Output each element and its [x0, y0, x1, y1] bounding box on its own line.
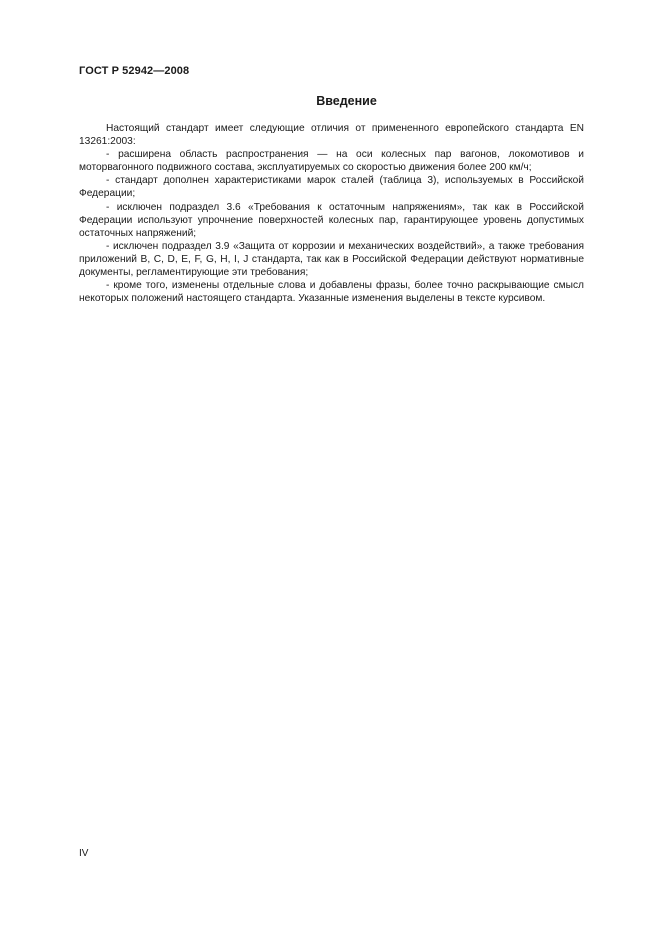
list-item: - расширена область распространения — на оси колесных пар вагонов, локомотивов и моторвагонного подвижного состава, эксплуатируемых со скоростью движения более 200 км/ч; — [79, 149, 584, 174]
list-item: - исключен подраздел 3.9 «Защита от коррозии и механических воздействий», а также требования приложений B, C, D, E, F, G, H, I, J стандарта, так как в Российской Федерации действуют нормативные документы, регламентирующие эти требования; — [79, 240, 584, 279]
intro-paragraph: Настоящий стандарт имеет следующие отличия от примененного европейского стандарта EN 13261:2003: — [79, 123, 584, 148]
section-title: Введение — [316, 94, 377, 108]
document-body — [79, 122, 584, 305]
document-header: ГОСТ Р 52942—2008 — [79, 65, 190, 77]
list-item: - исключен подраздел 3.6 «Требования к остаточным напряжениям», так как в Российской Федерации используют упрочнение поверхностей колесных пар, гарантирующее уровень допустимых остаточных напряжений; — [79, 201, 584, 239]
page-number: IV — [79, 848, 89, 859]
list-item: - кроме того, изменены отдельные слова и добавлены фразы, более точно раскрывающие смысл некоторых положений настоящего стандарта. Указанные изменения выделены в тексте курсивом. — [79, 280, 584, 305]
list-item: - стандарт дополнен характеристиками марок сталей (таблица 3), используемых в Российской Федерации; — [79, 175, 584, 200]
